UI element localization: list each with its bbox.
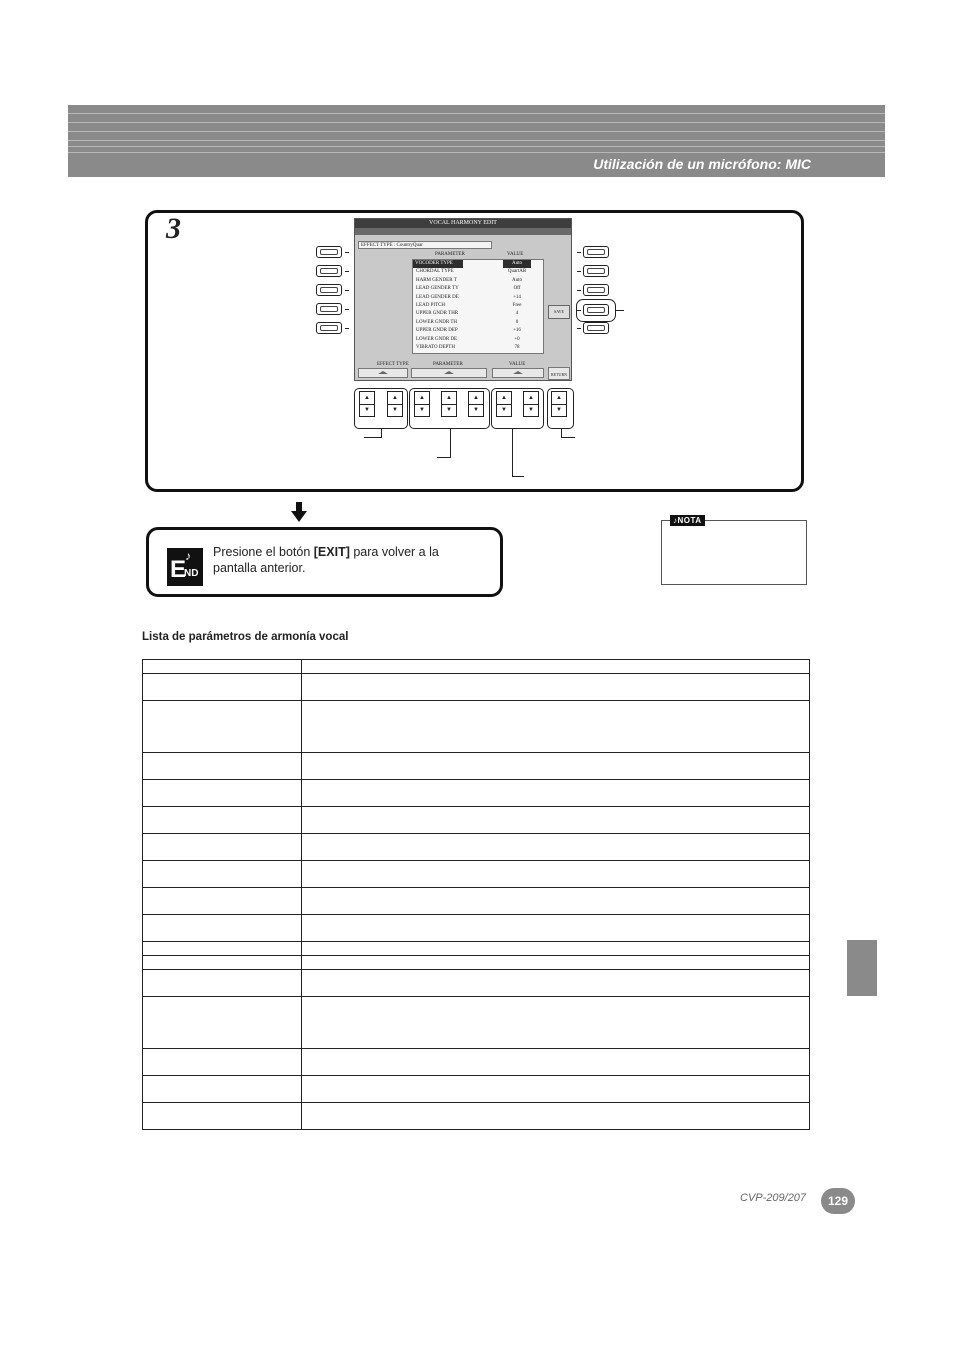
table-cell <box>143 956 302 970</box>
nota-label: ♪NOTA <box>670 515 705 526</box>
lcd-effect-type: EFFECT TYPE : CountryQuar <box>358 241 492 249</box>
lcd-save-button[interactable]: SAVE <box>548 305 570 319</box>
lcd-row[interactable]: LEAD PITCH Free <box>416 302 522 308</box>
table-cell <box>143 807 302 834</box>
table-cell <box>143 1103 302 1130</box>
table-cell <box>143 861 302 888</box>
button-7[interactable]: ▲ ▼ <box>523 391 539 417</box>
lcd-row[interactable]: LEAD GENDER TY Off <box>416 286 521 292</box>
button-e[interactable] <box>316 322 342 334</box>
table-cell <box>143 942 302 956</box>
table-row <box>143 660 810 674</box>
parameter-table <box>142 659 810 1130</box>
lcd-row[interactable]: VOCODER TYPE Auto <box>413 260 543 268</box>
button-8[interactable]: ▲ ▼ <box>551 391 567 417</box>
table-cell <box>143 753 302 780</box>
table-cell <box>302 660 810 674</box>
table-cell <box>143 660 302 674</box>
footer-model: CVP-209/207 <box>740 1192 807 1204</box>
step-number: 3 <box>166 212 181 245</box>
table-cell <box>302 970 810 997</box>
table-cell <box>143 997 302 1049</box>
table-row <box>143 807 810 834</box>
button-c[interactable] <box>316 284 342 296</box>
table-row <box>143 861 810 888</box>
table-cell <box>302 780 810 807</box>
table-cell <box>143 1076 302 1103</box>
button-a[interactable] <box>316 246 342 258</box>
lcd-col-value: VALUE <box>507 252 524 257</box>
lcd-row[interactable]: CHORDAL TYPE QuartAB <box>416 269 527 275</box>
lcd-row[interactable]: VIBRATO DEPTH 78 <box>416 344 520 350</box>
table-row <box>143 997 810 1049</box>
button-1[interactable]: ▲ ▼ <box>359 391 375 417</box>
table-row <box>143 970 810 997</box>
table-cell <box>302 915 810 942</box>
button-h[interactable] <box>583 284 609 296</box>
table-cell <box>143 780 302 807</box>
button-5[interactable]: ▲ ▼ <box>468 391 484 417</box>
button-3[interactable]: ▲ ▼ <box>414 391 430 417</box>
down-arrow-head-icon <box>291 511 307 522</box>
button-6[interactable]: ▲ ▼ <box>496 391 512 417</box>
table-cell <box>302 1103 810 1130</box>
table-cell <box>302 997 810 1049</box>
lcd-row[interactable]: LEAD GENDER DE +14 <box>416 294 521 300</box>
table-row <box>143 701 810 753</box>
table-row <box>143 915 810 942</box>
table-cell <box>302 942 810 956</box>
table-cell <box>302 888 810 915</box>
button-b[interactable] <box>316 265 342 277</box>
lcd-row[interactable]: UPPER GNDR THR 4 <box>416 311 519 317</box>
lcd-screen <box>354 218 572 381</box>
lcd-effect-type-tab[interactable] <box>358 368 408 378</box>
button-i-highlight <box>576 299 616 322</box>
table-cell <box>302 1049 810 1076</box>
table-heading: Lista de parámetros de armonía vocal <box>142 631 349 643</box>
table-cell <box>143 915 302 942</box>
lcd-label-value: VALUE <box>509 362 526 367</box>
lcd-title: VOCAL HARMONY EDIT <box>355 219 571 235</box>
table-cell <box>143 888 302 915</box>
lcd-row[interactable]: UPPER GNDR DEP +16 <box>416 328 521 334</box>
table-cell <box>143 701 302 753</box>
table-cell <box>302 1076 810 1103</box>
button-g[interactable] <box>583 265 609 277</box>
lcd-label-parameter: PARAMETER <box>433 362 463 367</box>
table-cell <box>302 807 810 834</box>
table-row <box>143 753 810 780</box>
button-2[interactable]: ▲ ▼ <box>387 391 403 417</box>
button-d[interactable] <box>316 303 342 315</box>
table-cell <box>143 970 302 997</box>
table-row <box>143 674 810 701</box>
table-cell <box>302 861 810 888</box>
header-band <box>68 105 885 177</box>
table-row <box>143 956 810 970</box>
table-row <box>143 1103 810 1130</box>
table-cell <box>143 674 302 701</box>
lcd-col-parameter: PARAMETER <box>435 252 465 257</box>
table-cell <box>302 834 810 861</box>
section-title: Utilización de un micrófono: MIC <box>593 156 811 172</box>
table-row <box>143 1049 810 1076</box>
lcd-row[interactable]: HARM GENDER T Auto <box>416 277 522 283</box>
table-row <box>143 1076 810 1103</box>
table-cell <box>302 956 810 970</box>
lcd-label-effect-type: EFFECT TYPE <box>377 362 409 367</box>
table-row <box>143 888 810 915</box>
lcd-parameter-tab[interactable] <box>411 368 487 378</box>
lcd-row[interactable]: LOWER GNDR DE +0 <box>416 336 520 342</box>
table-row <box>143 834 810 861</box>
table-row <box>143 942 810 956</box>
button-f[interactable] <box>583 246 609 258</box>
table-cell <box>302 701 810 753</box>
page-number: 129 <box>821 1188 855 1214</box>
nota-box <box>661 520 807 585</box>
table-row <box>143 780 810 807</box>
lcd-parameter-list <box>412 259 544 354</box>
table-cell <box>302 674 810 701</box>
end-instruction: Presione el botón [EXIT] para volver a la pantalla anterior. <box>213 545 439 575</box>
lcd-row[interactable]: LOWER GNDR TH 0 <box>416 319 519 325</box>
table-cell <box>143 1049 302 1076</box>
button-4[interactable]: ▲ ▼ <box>441 391 457 417</box>
end-icon: ♪ E ND <box>167 548 203 586</box>
chapter-tab <box>847 940 877 996</box>
lcd-return-button[interactable]: RETURN <box>548 367 570 380</box>
table-cell <box>143 834 302 861</box>
lcd-value-tab[interactable] <box>492 368 544 378</box>
button-j[interactable] <box>583 322 609 334</box>
table-cell <box>302 753 810 780</box>
